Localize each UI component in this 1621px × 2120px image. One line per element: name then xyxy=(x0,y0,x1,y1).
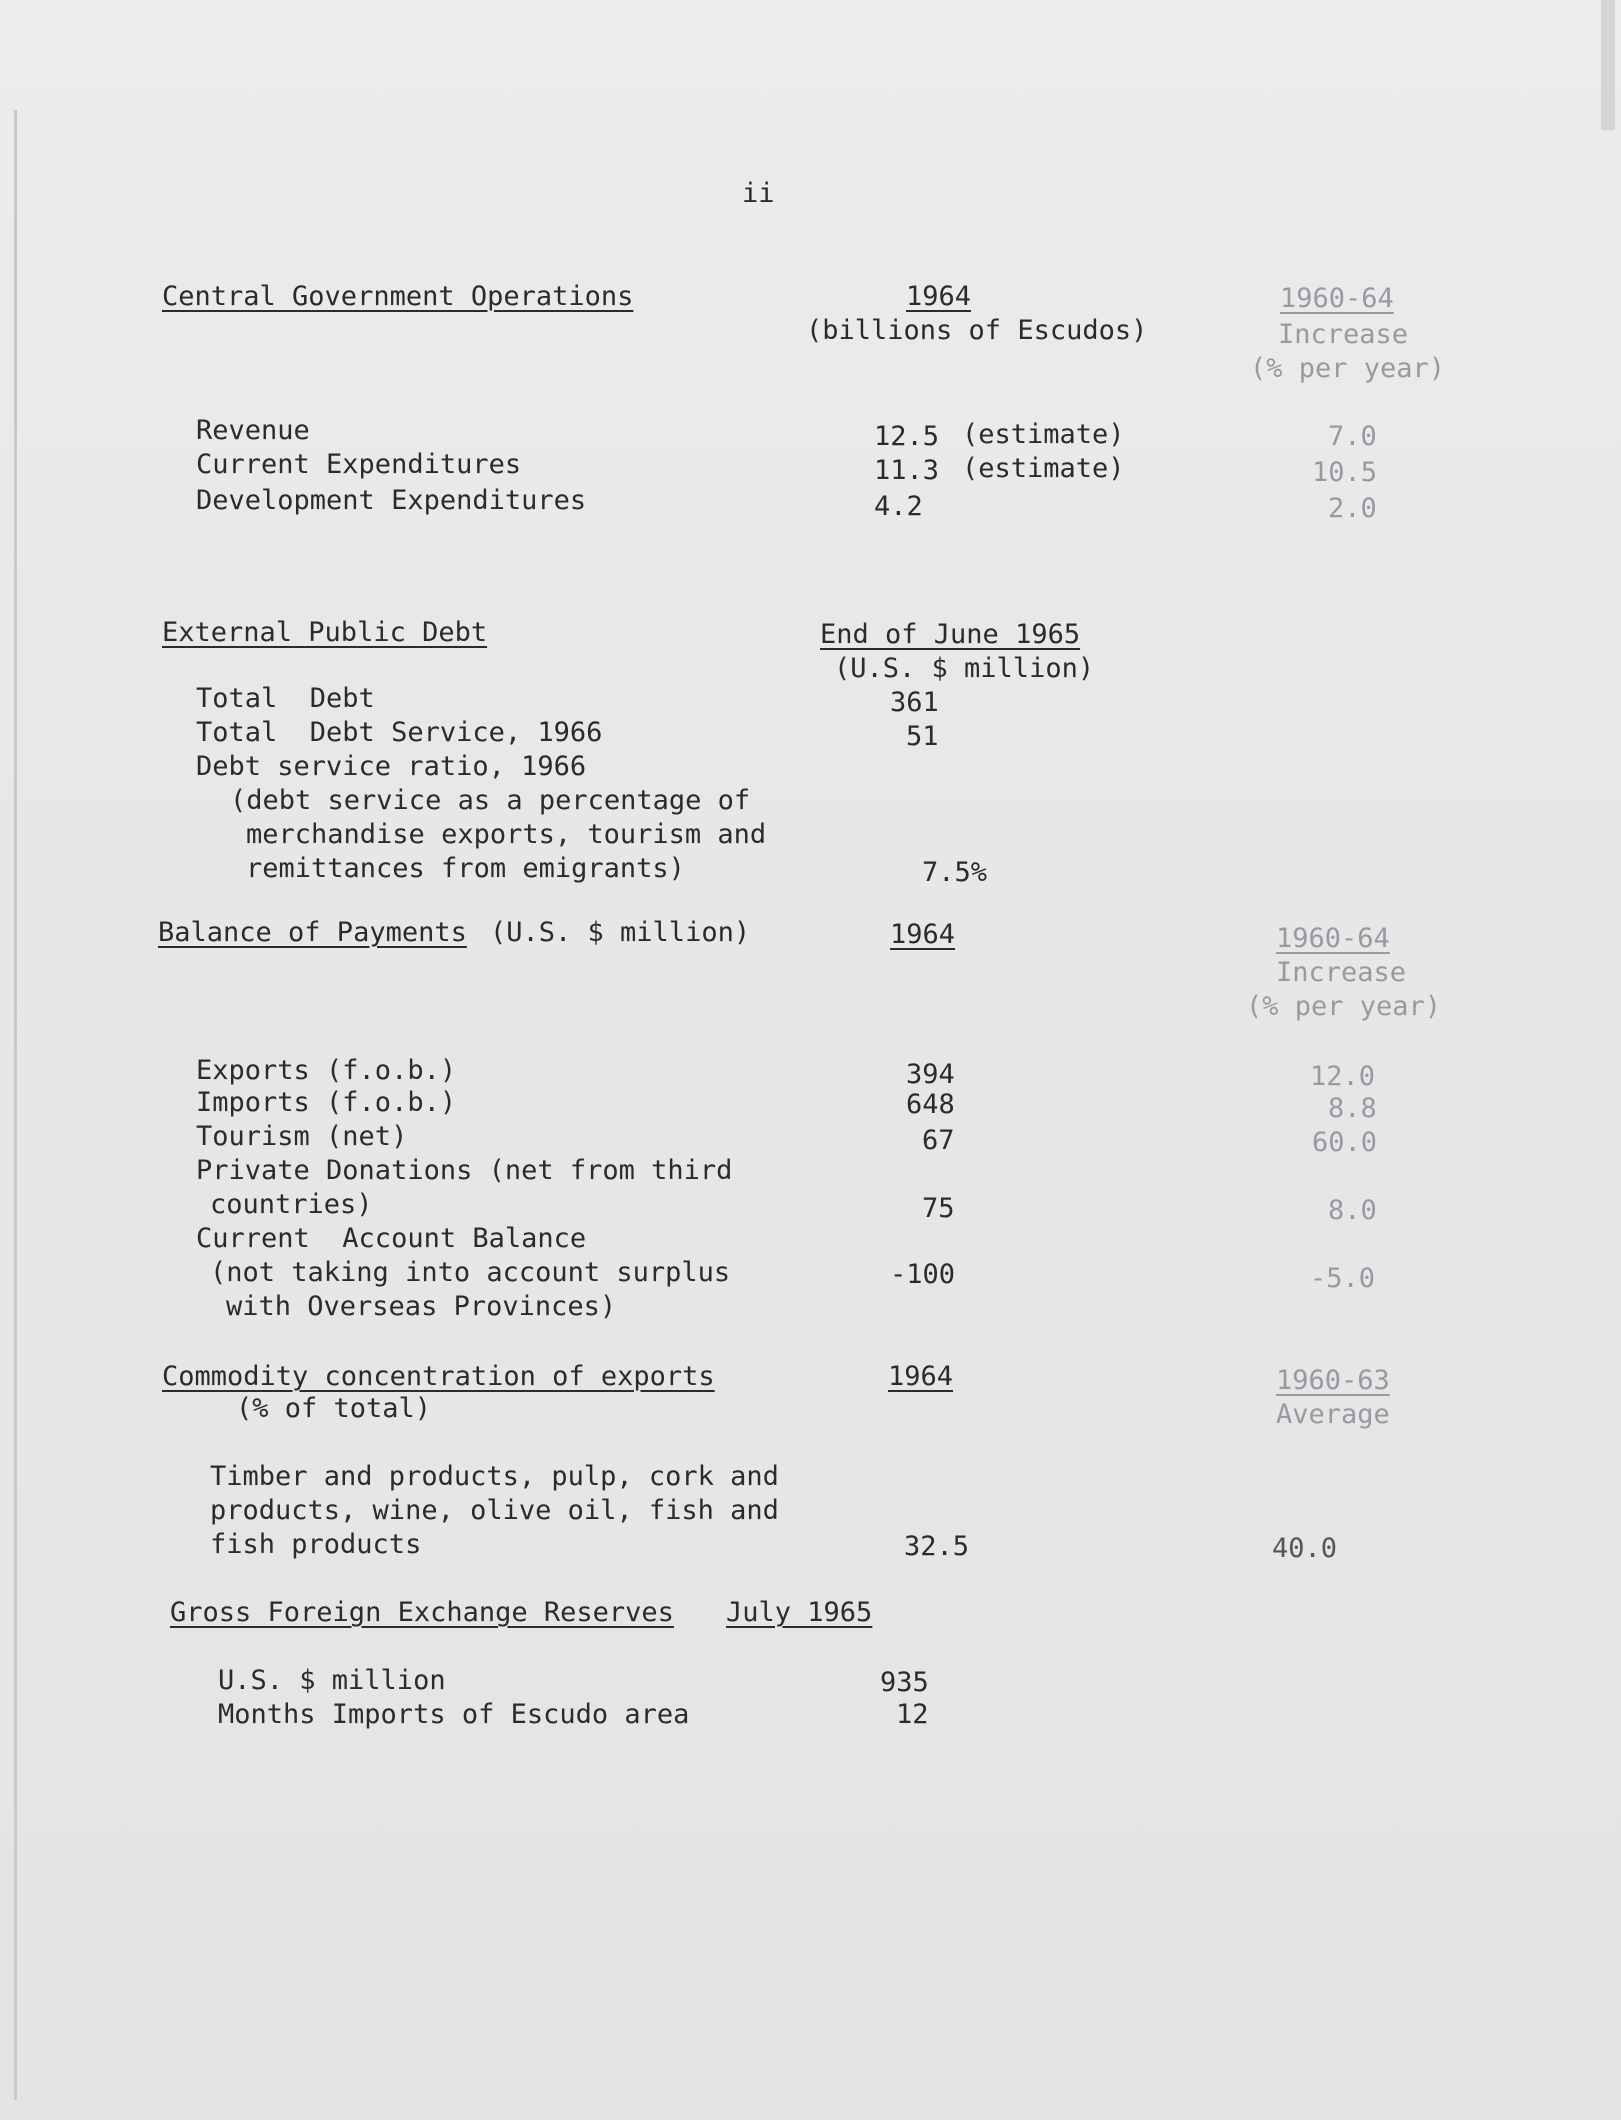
revenue-label: Revenue xyxy=(196,415,310,446)
balance-increase-label: Increase xyxy=(1276,957,1407,988)
development-exp-label: Development Expenditures xyxy=(196,485,587,516)
current-account-label-2: (not taking into account surplus xyxy=(210,1257,731,1288)
balance-increase-unit: (% per year) xyxy=(1246,991,1442,1022)
balance-heading: Balance of Payments xyxy=(158,917,467,948)
current-account-label-3: with Overseas Provinces) xyxy=(226,1291,617,1322)
external-debt-col-heading: End of June 1965 xyxy=(820,619,1081,650)
reserves-heading: Gross Foreign Exchange Reserves xyxy=(170,1597,674,1628)
revenue-value: 12.5 xyxy=(874,421,940,452)
commodity-value: 32.5 xyxy=(904,1531,970,1562)
current-exp-increase: 10.5 xyxy=(1312,457,1378,488)
total-debt-value: 361 xyxy=(890,687,939,718)
current-exp-note: (estimate) xyxy=(962,453,1125,484)
central-gov-increase-unit: (% per year) xyxy=(1250,353,1446,384)
reserves-months-value: 12 xyxy=(896,1699,929,1730)
donations-value: 75 xyxy=(922,1193,955,1224)
commodity-average-label: Average xyxy=(1276,1399,1390,1430)
exports-increase: 12.0 xyxy=(1310,1061,1376,1092)
tourism-value: 67 xyxy=(922,1125,955,1156)
commodity-label-1: Timber and products, pulp, cork and xyxy=(210,1461,779,1492)
development-exp-increase: 2.0 xyxy=(1328,493,1377,524)
balance-year: 1964 xyxy=(890,919,956,950)
central-gov-heading: Central Government Operations xyxy=(162,281,634,312)
central-gov-period: 1960-64 xyxy=(1280,283,1394,314)
revenue-increase: 7.0 xyxy=(1328,421,1377,452)
reserves-usd-label: U.S. $ million xyxy=(218,1665,446,1696)
reserves-usd-value: 935 xyxy=(880,1667,929,1698)
commodity-label-3: fish products xyxy=(210,1529,422,1560)
balance-heading-unit: (U.S. $ million) xyxy=(490,917,751,948)
donations-increase: 8.0 xyxy=(1328,1195,1377,1226)
exports-value: 394 xyxy=(906,1059,955,1090)
tourism-increase: 60.0 xyxy=(1312,1127,1378,1158)
debt-ratio-note-2: merchandise exports, tourism and xyxy=(246,819,767,850)
current-exp-label: Current Expenditures xyxy=(196,449,522,480)
commodity-heading: Commodity concentration of exports xyxy=(162,1361,715,1392)
current-account-label-1: Current Account Balance xyxy=(196,1223,587,1254)
commodity-heading-unit: (% of total) xyxy=(236,1393,432,1424)
tourism-label: Tourism (net) xyxy=(196,1121,408,1152)
debt-service-label: Total Debt Service, 1966 xyxy=(196,717,603,748)
page-edge-shadow xyxy=(14,110,17,2100)
debt-ratio-label: Debt service ratio, 1966 xyxy=(196,751,587,782)
current-account-value: -100 xyxy=(890,1259,956,1290)
commodity-average: 40.0 xyxy=(1272,1533,1338,1564)
revenue-note: (estimate) xyxy=(962,419,1125,450)
external-debt-heading: External Public Debt xyxy=(162,617,488,648)
reserves-date: July 1965 xyxy=(726,1597,873,1628)
donations-label-1: Private Donations (net from third xyxy=(196,1155,733,1186)
current-exp-value: 11.3 xyxy=(874,455,940,486)
development-exp-value: 4.2 xyxy=(874,491,923,522)
external-debt-col-unit: (U.S. $ million) xyxy=(834,653,1095,684)
reserves-months-label: Months Imports of Escudo area xyxy=(218,1699,690,1730)
central-gov-unit: (billions of Escudos) xyxy=(806,315,1148,346)
page-number: ii xyxy=(742,178,775,209)
imports-increase: 8.8 xyxy=(1328,1093,1377,1124)
imports-value: 648 xyxy=(906,1089,955,1120)
central-gov-year: 1964 xyxy=(906,281,972,312)
balance-period: 1960-64 xyxy=(1276,923,1390,954)
donations-label-2: countries) xyxy=(210,1189,373,1220)
current-account-increase: -5.0 xyxy=(1310,1263,1376,1294)
debt-ratio-value: 7.5% xyxy=(922,857,988,888)
central-gov-increase-label: Increase xyxy=(1278,319,1409,350)
debt-ratio-note-1: (debt service as a percentage of xyxy=(230,785,751,816)
imports-label: Imports (f.o.b.) xyxy=(196,1087,457,1118)
debt-service-value: 51 xyxy=(906,721,939,752)
page-corner-shadow xyxy=(1601,0,1615,130)
total-debt-label: Total Debt xyxy=(196,683,375,714)
exports-label: Exports (f.o.b.) xyxy=(196,1055,457,1086)
commodity-label-2: products, wine, olive oil, fish and xyxy=(210,1495,779,1526)
commodity-period: 1960-63 xyxy=(1276,1365,1390,1396)
commodity-year: 1964 xyxy=(888,1361,954,1392)
debt-ratio-note-3: remittances from emigrants) xyxy=(246,853,685,884)
